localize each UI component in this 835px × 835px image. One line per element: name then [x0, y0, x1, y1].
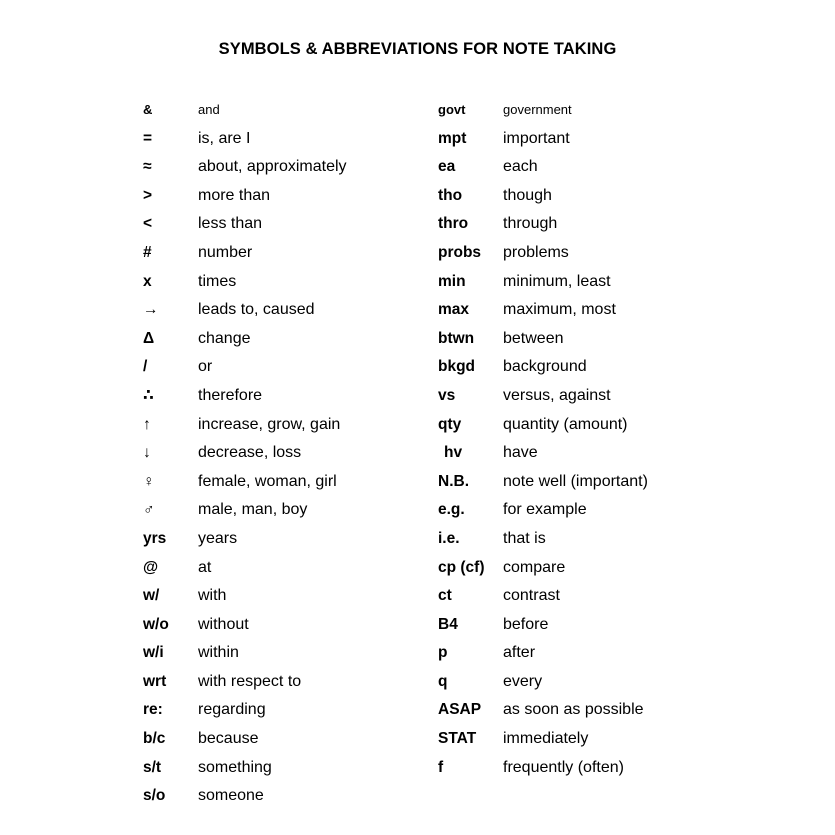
abbreviation-meaning: contrast — [503, 587, 560, 605]
abbreviation-meaning: through — [503, 215, 558, 233]
abbreviation: N.B. — [438, 472, 469, 490]
abbreviation: mpt — [438, 129, 467, 147]
abbreviation-meaning: decrease, loss — [198, 444, 302, 462]
abbreviation-meaning: though — [503, 186, 552, 204]
abbreviation: p — [438, 644, 448, 662]
abbreviation: ♂ — [143, 501, 155, 519]
abbreviation: ↑ — [143, 415, 151, 433]
abbreviation-meaning: note well (important) — [503, 472, 648, 490]
abbreviation-meaning: versus, against — [503, 386, 611, 404]
abbreviation: STAT — [438, 730, 477, 748]
abbreviation: e.g. — [438, 501, 465, 519]
abbreviation-meaning: at — [198, 558, 212, 576]
abbreviation-meaning: male, man, boy — [198, 501, 308, 519]
abbreviation: ♀ — [143, 472, 155, 490]
abbreviation-meaning: less than — [198, 215, 263, 233]
abbreviation: & — [143, 102, 153, 117]
abbreviation-meaning: minimum, least — [503, 272, 611, 290]
abbreviation: ↓ — [143, 444, 151, 462]
abbreviation: B4 — [438, 615, 458, 633]
abbreviation-meaning: and — [198, 102, 220, 117]
abbreviation: # — [143, 243, 152, 261]
abbreviation: b/c — [143, 730, 166, 748]
abbreviation: @ — [143, 558, 159, 576]
abbreviation-meaning: after — [503, 644, 536, 662]
abbreviation-meaning: because — [198, 730, 259, 748]
abbreviation-meaning: someone — [198, 787, 264, 805]
abbreviation: < — [143, 215, 153, 233]
abbreviation-meaning: something — [198, 758, 272, 776]
abbreviation-meaning: times — [198, 272, 237, 290]
abbreviation: w/o — [143, 615, 169, 633]
abbreviation-meaning: without — [198, 615, 249, 633]
abbreviation: cp (cf) — [438, 558, 485, 576]
abbreviation-meaning: important — [503, 129, 570, 147]
abbreviation: thro — [438, 215, 469, 233]
abbreviation-meaning: that is — [503, 529, 546, 547]
abbreviation-meaning: as soon as possible — [503, 701, 644, 719]
abbreviation: ASAP — [438, 701, 482, 719]
abbreviation-meaning: increase, grow, gain — [198, 415, 341, 433]
abbreviation: Δ — [143, 329, 155, 347]
abbreviation-meaning: with respect to — [198, 672, 302, 690]
abbreviation-meaning: with — [198, 587, 227, 605]
abbreviation-meaning: within — [198, 644, 239, 662]
abbreviation-meaning: regarding — [198, 701, 266, 719]
abbreviation-meaning: every — [503, 672, 543, 690]
abbreviation: s/o — [143, 787, 166, 805]
abbreviation: max — [438, 301, 470, 319]
abbreviation-meaning: between — [503, 329, 564, 347]
page-title: SYMBOLS & ABBREVIATIONS FOR NOTE TAKING — [218, 40, 617, 58]
abbreviation: = — [143, 129, 153, 147]
abbreviation: i.e. — [438, 529, 460, 547]
abbreviation: govt — [438, 102, 466, 117]
abbreviation: probs — [438, 243, 482, 261]
abbreviation: hv — [444, 444, 463, 462]
abbreviation-meaning: therefore — [198, 386, 263, 404]
abbreviation-meaning: is, are I — [198, 129, 251, 147]
abbreviation: bkgd — [438, 358, 476, 376]
abbreviation-meaning: have — [503, 444, 538, 462]
abbreviation: ≈ — [143, 158, 152, 176]
abbreviation: wrt — [143, 672, 167, 690]
abbreviation-meaning: quantity (amount) — [503, 415, 628, 433]
abbreviation-meaning: female, woman, girl — [198, 472, 337, 490]
abbreviation: qty — [438, 415, 462, 433]
abbreviation-meaning: or — [198, 358, 213, 376]
abbreviation-meaning: for example — [503, 501, 587, 519]
abbreviation-meaning: frequently (often) — [503, 758, 624, 776]
abbreviation-meaning: compare — [503, 558, 566, 576]
abbreviation: / — [143, 358, 148, 376]
abbreviation-meaning: immediately — [503, 730, 589, 748]
abbreviation-meaning: leads to, caused — [198, 301, 315, 319]
abbreviation-meaning: problems — [503, 243, 569, 261]
abbreviation-meaning: each — [503, 158, 538, 176]
abbreviation-meaning: maximum, most — [503, 301, 616, 319]
abbreviation: yrs — [143, 529, 167, 547]
abbreviation-meaning: more than — [198, 186, 271, 204]
abbreviation: ∴ — [143, 386, 154, 404]
abbreviation: f — [438, 758, 444, 776]
abbreviation-meaning: government — [503, 102, 572, 117]
abbreviation: w/ — [143, 587, 160, 605]
abbreviation: s/t — [143, 758, 162, 776]
abbreviation: ct — [438, 587, 452, 605]
abbreviation-meaning: background — [503, 358, 587, 376]
abbreviation-meaning: change — [198, 329, 251, 347]
abbreviation: > — [143, 186, 153, 204]
abbreviation: q — [438, 672, 448, 690]
abbreviation: x — [143, 272, 152, 290]
abbreviation: min — [438, 272, 466, 290]
abbreviation: btwn — [438, 329, 475, 347]
abbreviation: → — [143, 301, 159, 319]
abbreviation-meaning: number — [198, 243, 253, 261]
abbreviation: w/i — [143, 644, 164, 662]
abbreviation-meaning: years — [198, 529, 238, 547]
abbreviation: vs — [438, 386, 456, 404]
abbreviation: re: — [143, 701, 163, 719]
abbreviation-meaning: about, approximately — [198, 158, 347, 176]
abbreviation-meaning: before — [503, 615, 549, 633]
abbreviation: tho — [438, 186, 463, 204]
abbreviation: ea — [438, 158, 456, 176]
